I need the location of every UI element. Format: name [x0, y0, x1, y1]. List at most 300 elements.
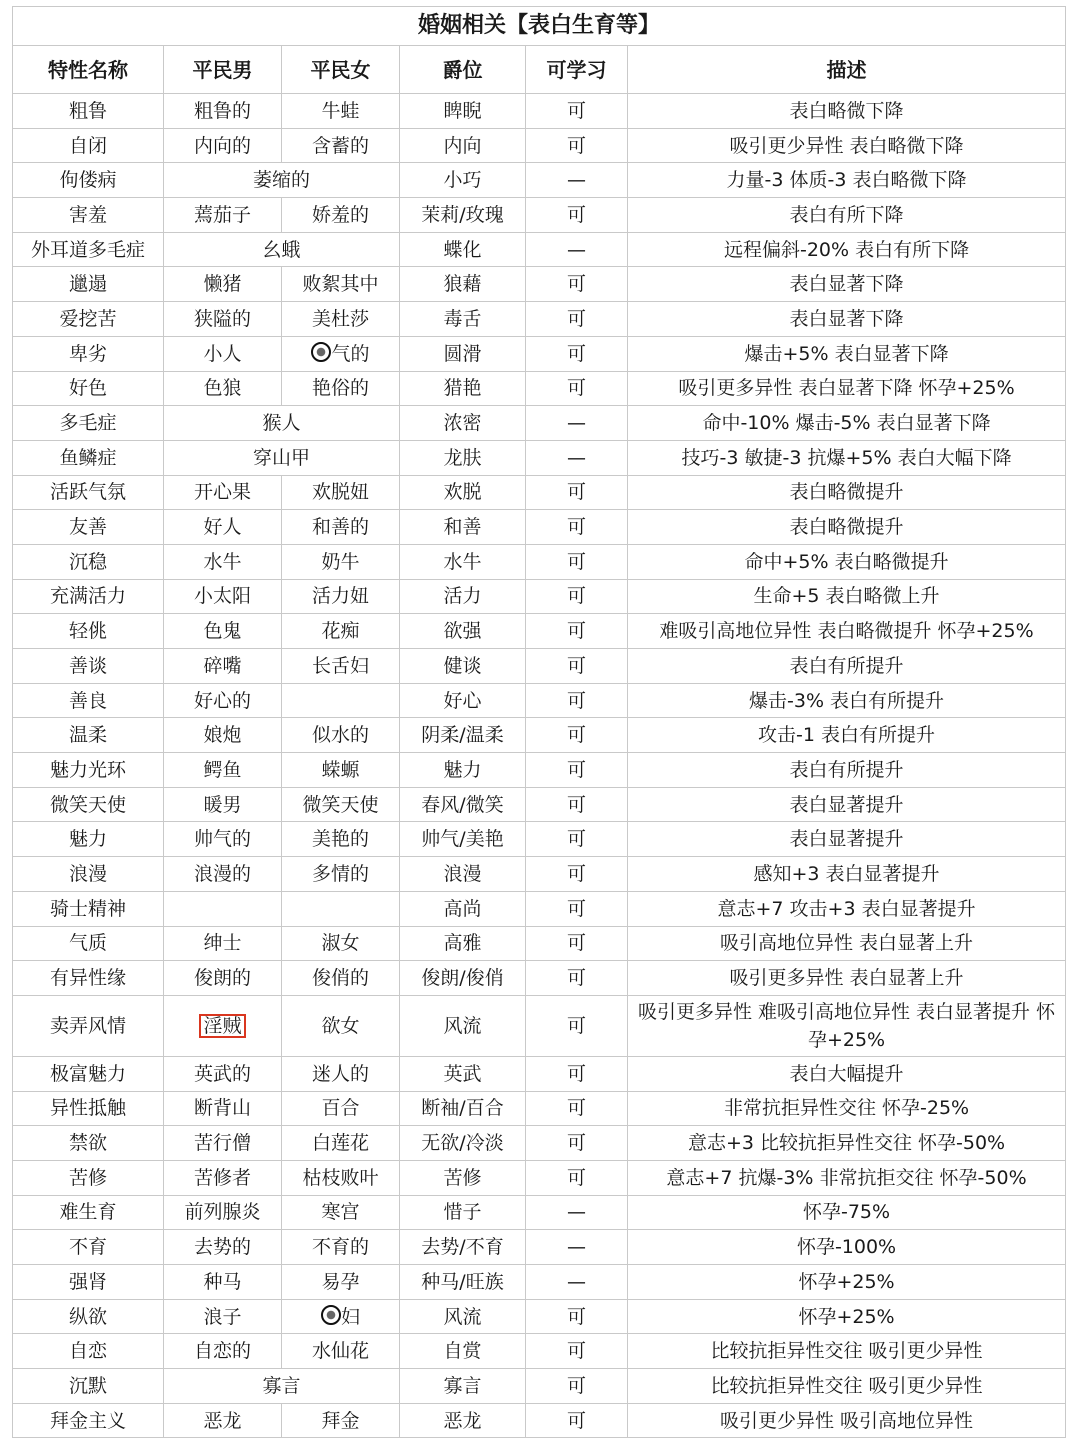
commoner-female-cell-text: 不育的: [311, 1236, 369, 1259]
commoner-female-cell-text: 欲女: [321, 1014, 360, 1037]
learnable-cell-text: 可: [566, 585, 586, 608]
description-cell: [628, 336, 1066, 371]
commoner-male-cell-text: 浪子: [203, 1305, 242, 1328]
trait-name-cell-text: 卖弄风情: [49, 1014, 126, 1037]
commoner-male-cell-text: 苦行僧: [193, 1132, 251, 1155]
commoner-male-cell: [164, 1334, 282, 1369]
description-cell: [628, 1160, 1066, 1195]
learnable-cell-text: —: [567, 412, 586, 435]
noble-title-cell-text: 圆滑: [443, 342, 482, 365]
table-body: [13, 94, 1066, 1438]
table-row: [13, 1369, 1066, 1404]
table-row: [13, 995, 1066, 1056]
commoner-female-cell-text: 多情的: [311, 862, 369, 885]
learnable-cell-text: —: [567, 238, 586, 261]
commoner-common-cell-text: 猴人: [262, 412, 301, 435]
commoner-male-cell: [164, 961, 282, 996]
commoner-male-cell: [164, 267, 282, 302]
noble-title-cell-text: 活力: [443, 585, 482, 608]
commoner-male-cell-text: 暖男: [203, 793, 242, 816]
header-learnable: 可学习: [526, 46, 628, 94]
learnable-cell: [526, 94, 628, 129]
trait-name-cell: [13, 336, 164, 371]
table-row: [13, 128, 1066, 163]
description-cell-text: 比较抗拒异性交往 吸引更少异性: [710, 1374, 983, 1397]
learnable-cell: [526, 302, 628, 337]
header-description: 描述: [628, 46, 1066, 94]
learnable-cell: [526, 753, 628, 788]
commoner-female-cell-text: 活力妞: [311, 585, 369, 608]
trait-name-cell-text: 善良: [68, 689, 107, 712]
trait-name-cell: [13, 787, 164, 822]
commoner-female-cell: [282, 336, 400, 371]
learnable-cell: [526, 1334, 628, 1369]
learnable-cell: [526, 614, 628, 649]
description-cell: [628, 371, 1066, 406]
description-cell: [628, 267, 1066, 302]
trait-name-cell: [13, 1091, 164, 1126]
noble-title-cell: [400, 302, 526, 337]
header-noble-title: 爵位: [400, 46, 526, 94]
noble-title-cell-text: 风流: [443, 1305, 482, 1328]
table-row: [13, 822, 1066, 857]
trait-name-cell: [13, 475, 164, 510]
commoner-male-cell: [164, 371, 282, 406]
description-cell: [628, 232, 1066, 267]
description-cell: [628, 1369, 1066, 1404]
description-cell: [628, 163, 1066, 198]
commoner-common-cell-text: 幺蛾: [262, 238, 301, 261]
commoner-female-cell: [282, 1230, 400, 1265]
noble-title-cell: [400, 995, 526, 1056]
table-row: [13, 1299, 1066, 1334]
noble-title-cell: [400, 1056, 526, 1091]
learnable-cell: [526, 857, 628, 892]
table-row: [13, 1334, 1066, 1369]
description-cell-text: 吸引更多异性 表白显著上升: [729, 967, 964, 990]
learnable-cell: [526, 544, 628, 579]
commoner-female-cell-text: 美杜莎: [311, 307, 369, 330]
description-cell-text: 力量-3 体质-3 表白略微下降: [726, 169, 967, 192]
trait-name-cell: [13, 510, 164, 545]
trait-name-cell: [13, 1056, 164, 1091]
trait-name-cell-text: 魅力: [68, 828, 107, 851]
learnable-cell: [526, 406, 628, 441]
trait-name-cell: [13, 302, 164, 337]
table-title: 婚姻相关【表白生育等】: [13, 7, 1066, 46]
noble-title-cell-text: 欢脱: [443, 481, 482, 504]
description-cell-text: 表白显著下降: [789, 273, 904, 296]
description-cell-text: 表白略微下降: [789, 99, 904, 122]
commoner-male-cell-text: 绅士: [203, 932, 242, 955]
commoner-male-cell: [164, 302, 282, 337]
trait-name-cell: [13, 891, 164, 926]
description-cell: [628, 1126, 1066, 1161]
commoner-female-cell: [282, 857, 400, 892]
trait-name-cell-text: 爱挖苦: [59, 307, 117, 330]
noble-title-cell: [400, 198, 526, 233]
learnable-cell: [526, 926, 628, 961]
description-cell: [628, 614, 1066, 649]
commoner-common-cell-text: 萎缩的: [252, 169, 310, 192]
commoner-male-cell-text: 色鬼: [203, 620, 242, 643]
learnable-cell-text: 可: [566, 654, 586, 677]
commoner-common-cell: [164, 1369, 400, 1404]
commoner-female-cell-text: 娇羞的: [311, 203, 369, 226]
trait-name-cell: [13, 857, 164, 892]
table-row: [13, 1403, 1066, 1438]
commoner-female-cell-text: 艳俗的: [311, 377, 369, 400]
noble-title-cell-text: 和善: [443, 516, 482, 539]
commoner-female-cell-text: 迷人的: [311, 1062, 369, 1085]
commoner-male-cell-text: 恶龙: [203, 1409, 242, 1432]
noble-title-cell: [400, 336, 526, 371]
commoner-female-cell: [282, 995, 400, 1056]
description-cell: [628, 1056, 1066, 1091]
learnable-cell: [526, 579, 628, 614]
noble-title-cell-text: 健谈: [443, 654, 482, 677]
table-row: [13, 510, 1066, 545]
learnable-cell-text: 可: [566, 620, 586, 643]
noble-title-cell: [400, 822, 526, 857]
table-row: [13, 753, 1066, 788]
learnable-cell: [526, 1299, 628, 1334]
trait-name-cell: [13, 406, 164, 441]
trait-name-cell: [13, 1403, 164, 1438]
learnable-cell-text: 可: [566, 897, 586, 920]
description-cell-text: 非常抗拒异性交往 怀孕-25%: [723, 1097, 970, 1120]
table-row: [13, 302, 1066, 337]
learnable-cell: [526, 1230, 628, 1265]
trait-name-cell: [13, 1195, 164, 1230]
noble-title-cell-text: 断袖/百合: [421, 1097, 504, 1120]
description-cell: [628, 475, 1066, 510]
table-row: [13, 579, 1066, 614]
commoner-male-cell-text: 粗鲁的: [193, 99, 251, 122]
learnable-cell: [526, 163, 628, 198]
noble-title-cell-text: 去势/不育: [421, 1236, 504, 1259]
trait-name-cell: [13, 995, 164, 1056]
commoner-female-cell: [282, 1091, 400, 1126]
commoner-female-cell-text: 长舌妇: [311, 654, 369, 677]
description-cell: [628, 510, 1066, 545]
noble-title-cell-text: 无欲/冷淡: [421, 1132, 504, 1155]
description-cell: [628, 128, 1066, 163]
learnable-cell: [526, 1126, 628, 1161]
trait-name-cell-text: 难生育: [59, 1201, 117, 1224]
obscured-character-icon: [321, 1305, 341, 1325]
trait-name-cell-text: 拜金主义: [49, 1409, 126, 1432]
commoner-female-cell-text: 淑女: [321, 932, 360, 955]
learnable-cell: [526, 510, 628, 545]
trait-name-cell: [13, 579, 164, 614]
commoner-male-cell: [164, 614, 282, 649]
description-cell-text: 表白显著下降: [789, 307, 904, 330]
learnable-cell: [526, 683, 628, 718]
commoner-female-cell: [282, 891, 400, 926]
commoner-female-cell-text: 寒宫: [321, 1201, 360, 1224]
description-cell: [628, 1230, 1066, 1265]
table-row: [13, 787, 1066, 822]
commoner-male-cell-text: 种马: [203, 1270, 242, 1293]
commoner-male-cell: [164, 1403, 282, 1438]
commoner-male-cell: [164, 1126, 282, 1161]
trait-name-cell: [13, 267, 164, 302]
trait-name-cell: [13, 1265, 164, 1300]
noble-title-cell: [400, 926, 526, 961]
description-cell: [628, 1265, 1066, 1300]
learnable-cell: [526, 232, 628, 267]
description-cell: [628, 406, 1066, 441]
noble-title-cell: [400, 683, 526, 718]
commoner-male-cell: [164, 1230, 282, 1265]
commoner-male-cell-text: 好人: [203, 516, 242, 539]
commoner-female-cell-text: 欢脱妞: [311, 481, 369, 504]
commoner-female-cell: [282, 683, 400, 718]
commoner-female-cell: [282, 1299, 400, 1334]
trait-name-cell-text: 骑士精神: [49, 897, 126, 920]
table-row: [13, 1160, 1066, 1195]
table-row: [13, 406, 1066, 441]
noble-title-cell-text: 小巧: [443, 169, 482, 192]
commoner-female-cell-text: 奶牛: [321, 550, 360, 573]
commoner-male-cell: [164, 683, 282, 718]
trait-name-cell-text: 外耳道多毛症: [30, 238, 145, 261]
commoner-female-cell-text: 拜金: [321, 1409, 360, 1432]
description-cell-text: 爆击+5% 表白显著下降: [744, 342, 949, 365]
obscured-character-icon: [311, 342, 331, 362]
learnable-cell: [526, 198, 628, 233]
noble-title-cell-text: 种马/旺族: [421, 1270, 504, 1293]
trait-name-cell: [13, 822, 164, 857]
commoner-female-cell: [282, 198, 400, 233]
learnable-cell: [526, 1195, 628, 1230]
commoner-female-cell-text: 含蓄的: [311, 134, 369, 157]
commoner-female-cell: [282, 267, 400, 302]
commoner-male-cell-text: 懒猪: [203, 273, 242, 296]
commoner-female-cell: [282, 926, 400, 961]
learnable-cell-text: 可: [566, 99, 586, 122]
trait-name-cell-text: 好色: [68, 377, 107, 400]
commoner-female-cell-text: 白莲花: [311, 1132, 369, 1155]
trait-name-cell: [13, 198, 164, 233]
commoner-female-cell-text: 蝾螈: [321, 758, 360, 781]
trait-name-cell-text: 鱼鳞症: [59, 446, 117, 469]
learnable-cell-text: 可: [566, 1132, 586, 1155]
description-cell-text: 怀孕+25%: [798, 1305, 895, 1328]
trait-name-cell-text: 沉默: [68, 1374, 107, 1397]
commoner-female-cell-text: 俊俏的: [311, 967, 369, 990]
learnable-cell: [526, 267, 628, 302]
table-row: [13, 614, 1066, 649]
trait-name-cell-text: 有异性缘: [49, 967, 126, 990]
description-cell: [628, 787, 1066, 822]
noble-title-cell: [400, 1126, 526, 1161]
noble-title-cell: [400, 1091, 526, 1126]
commoner-male-cell: [164, 198, 282, 233]
commoner-female-cell-text: 美艳的: [311, 828, 369, 851]
commoner-female-cell: [282, 822, 400, 857]
trait-name-cell-text: 苦修: [68, 1166, 107, 1189]
commoner-female-cell: [282, 302, 400, 337]
noble-title-cell: [400, 787, 526, 822]
noble-title-cell-text: 浪漫: [443, 862, 482, 885]
learnable-cell-text: —: [567, 169, 586, 192]
noble-title-cell-text: 风流: [443, 1014, 482, 1037]
learnable-cell-text: 可: [566, 724, 586, 747]
noble-title-cell: [400, 94, 526, 129]
commoner-male-cell-text: 去势的: [193, 1236, 251, 1259]
description-cell: [628, 753, 1066, 788]
noble-title-cell: [400, 1265, 526, 1300]
commoner-male-cell: [164, 1160, 282, 1195]
learnable-cell: [526, 995, 628, 1056]
header-trait-name: 特性名称: [13, 46, 164, 94]
commoner-female-cell: [282, 753, 400, 788]
table-row: [13, 1195, 1066, 1230]
learnable-cell-text: 可: [566, 1014, 586, 1037]
trait-name-cell: [13, 163, 164, 198]
trait-name-cell: [13, 614, 164, 649]
noble-title-cell-text: 龙肤: [443, 446, 482, 469]
noble-title-cell-text: 浓密: [443, 412, 482, 435]
commoner-male-cell: [164, 995, 282, 1056]
commoner-male-cell-text: 狭隘的: [193, 307, 251, 330]
description-cell-text: 比较抗拒异性交往 吸引更少异性: [710, 1340, 983, 1363]
noble-title-cell-text: 寡言: [443, 1374, 482, 1397]
commoner-male-cell-text: 色狼: [203, 377, 242, 400]
learnable-cell-text: 可: [566, 1166, 586, 1189]
commoner-male-cell-text: 俊朗的: [193, 967, 251, 990]
commoner-female-cell: [282, 1160, 400, 1195]
description-cell-text: 表白略微提升: [789, 481, 904, 504]
description-cell: [628, 649, 1066, 684]
trait-name-cell-text: 邋遢: [68, 273, 107, 296]
commoner-male-cell: [164, 510, 282, 545]
commoner-female-cell: [282, 544, 400, 579]
learnable-cell-text: 可: [566, 481, 586, 504]
commoner-male-cell-text: 鳄鱼: [203, 758, 242, 781]
noble-title-cell-text: 高雅: [443, 932, 482, 955]
description-cell-text: 难吸引高地位异性 表白略微提升 怀孕+25%: [659, 620, 1034, 643]
commoner-male-cell: [164, 891, 282, 926]
description-cell-text: 攻击-1 表白有所提升: [758, 724, 936, 747]
learnable-cell-text: 可: [566, 516, 586, 539]
commoner-male-cell: [164, 718, 282, 753]
trait-name-cell: [13, 1160, 164, 1195]
trait-name-cell-text: 活跃气氛: [49, 481, 126, 504]
noble-title-cell-text: 俊朗/俊俏: [421, 967, 504, 990]
trait-name-cell-text: 温柔: [68, 724, 107, 747]
commoner-male-cell-text: 前列腺炎: [184, 1201, 261, 1224]
learnable-cell-text: —: [567, 1270, 586, 1293]
description-cell-text: 表白大幅提升: [789, 1062, 904, 1085]
description-cell-text: 吸引高地位异性 表白显著上升: [720, 932, 974, 955]
commoner-male-cell-text: 小太阳: [193, 585, 251, 608]
noble-title-cell: [400, 1334, 526, 1369]
learnable-cell-text: 可: [566, 758, 586, 781]
learnable-cell: [526, 822, 628, 857]
trait-name-cell-text: 魅力光环: [49, 758, 126, 781]
description-cell: [628, 961, 1066, 996]
description-cell: [628, 683, 1066, 718]
learnable-cell: [526, 336, 628, 371]
commoner-female-cell: [282, 718, 400, 753]
trait-name-cell: [13, 753, 164, 788]
learnable-cell-text: 可: [566, 793, 586, 816]
trait-name-cell-text: 佝偻病: [59, 169, 117, 192]
trait-name-cell: [13, 926, 164, 961]
description-cell-text: 怀孕-100%: [796, 1236, 897, 1259]
description-cell: [628, 1403, 1066, 1438]
trait-name-cell-text: 异性抵触: [49, 1097, 126, 1120]
commoner-common-cell-text: 寡言: [262, 1374, 301, 1397]
commoner-male-cell: [164, 1265, 282, 1300]
table-row: [13, 1091, 1066, 1126]
commoner-female-cell: [282, 1334, 400, 1369]
commoner-female-cell: [282, 1265, 400, 1300]
noble-title-cell-text: 蝶化: [443, 238, 482, 261]
commoner-male-cell-text: 自恋的: [193, 1340, 251, 1363]
commoner-male-cell-text: 娘炮: [203, 724, 242, 747]
description-cell-text: 表白显著提升: [789, 828, 904, 851]
trait-name-cell: [13, 649, 164, 684]
description-cell-text: 表白显著提升: [789, 793, 904, 816]
noble-title-cell: [400, 1195, 526, 1230]
table-row: [13, 94, 1066, 129]
commoner-male-cell: [164, 649, 282, 684]
noble-title-cell-text: 茉莉/玫瑰: [421, 203, 504, 226]
learnable-cell-text: 可: [566, 932, 586, 955]
commoner-common-cell: [164, 440, 400, 475]
commoner-male-cell-text: 开心果: [193, 481, 251, 504]
commoner-female-cell: [282, 961, 400, 996]
noble-title-cell-text: 狼藉: [443, 273, 482, 296]
learnable-cell-text: 可: [566, 550, 586, 573]
trait-name-cell: [13, 94, 164, 129]
commoner-male-cell: [164, 475, 282, 510]
learnable-cell-text: 可: [566, 273, 586, 296]
trait-name-cell-text: 沉稳: [68, 550, 107, 573]
commoner-male-cell: [164, 926, 282, 961]
commoner-female-cell-text: 似水的: [311, 724, 369, 747]
trait-name-cell-text: 多毛症: [59, 412, 117, 435]
noble-title-cell: [400, 891, 526, 926]
learnable-cell: [526, 649, 628, 684]
description-cell-text: 命中-10% 爆击-5% 表白显著下降: [702, 412, 991, 435]
description-cell-text: 吸引更少异性 吸引高地位异性: [720, 1409, 974, 1432]
noble-title-cell-text: 恶龙: [443, 1409, 482, 1432]
traits-table: [12, 6, 1066, 1438]
learnable-cell: [526, 1369, 628, 1404]
noble-title-cell-text: 欲强: [443, 620, 482, 643]
commoner-common-cell: [164, 163, 400, 198]
noble-title-cell: [400, 406, 526, 441]
description-cell-text: 爆击-3% 表白有所提升: [749, 689, 945, 712]
table-row: [13, 961, 1066, 996]
table-row: [13, 926, 1066, 961]
header-commoner-male: 平民男: [164, 46, 282, 94]
commoner-common-cell-text: 穿山甲: [252, 446, 310, 469]
description-cell-text: 表白有所下降: [789, 203, 904, 226]
trait-name-cell: [13, 1369, 164, 1404]
table-row: [13, 683, 1066, 718]
description-cell-text: 意志+3 比较抗拒异性交往 怀孕-50%: [687, 1132, 1006, 1155]
description-cell-text: 意志+7 攻击+3 表白显著提升: [717, 897, 976, 920]
trait-name-cell: [13, 1230, 164, 1265]
learnable-cell: [526, 1160, 628, 1195]
commoner-male-cell: [164, 1056, 282, 1091]
